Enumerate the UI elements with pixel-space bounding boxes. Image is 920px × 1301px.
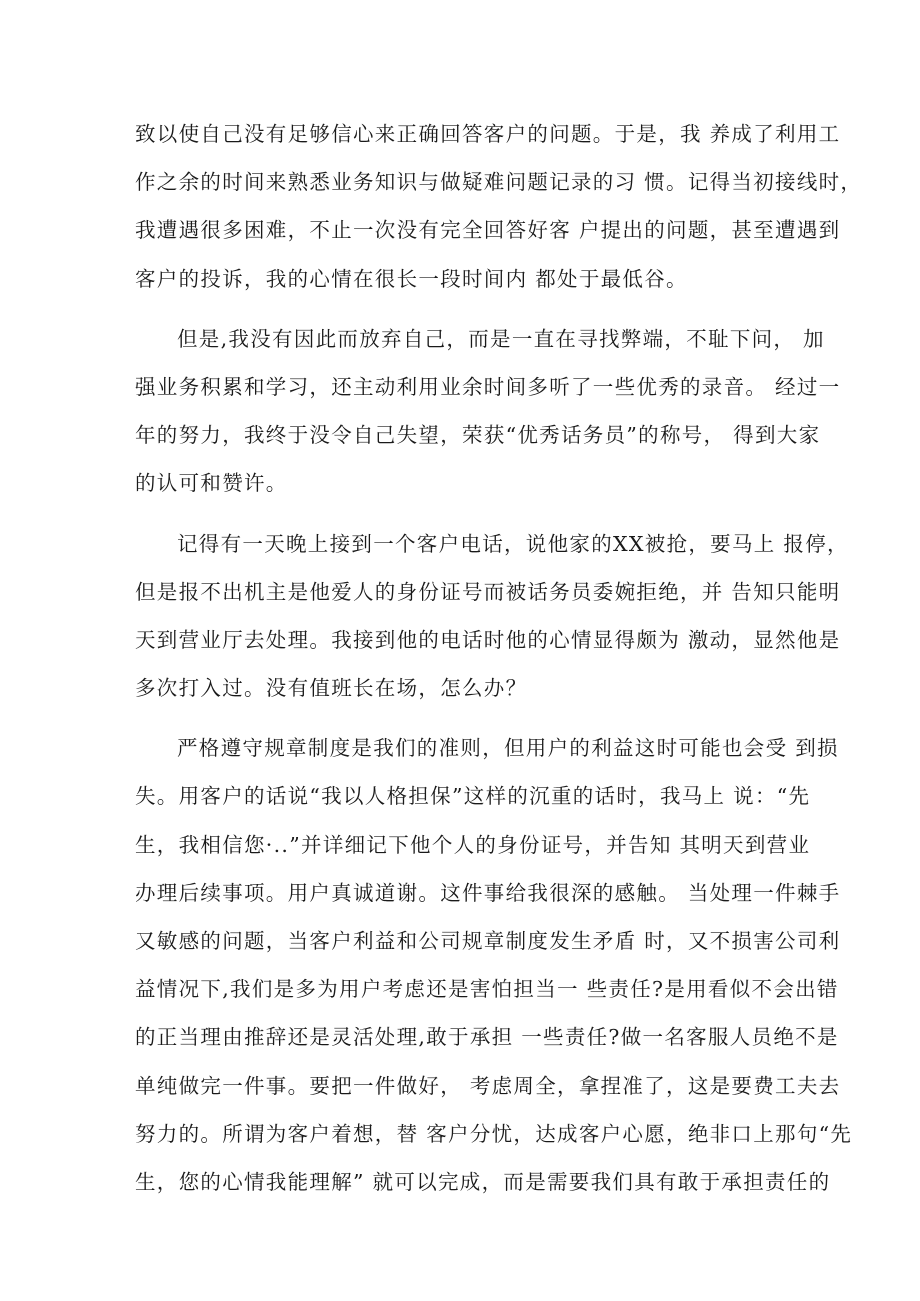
document-body — [135, 110, 863, 1206]
text-line: 的认可和赞许。 — [135, 471, 288, 496]
text-line: 办理后续事项。用户真诚道谢。这件事给我很深的感触。 当处理一件棘手 — [135, 880, 841, 905]
paragraph-2 — [135, 315, 841, 508]
text-line: 作之余的时间来熟悉业务知识与做疑难问题记录的习 惯。记得当初接线时， — [135, 170, 863, 195]
text-line: 益情况下,我们是多为用户考虑还是害怕担当一 些责任?是用看似不会出错 — [135, 977, 839, 1002]
text-line: 年的努力，我终于没令自己失望，荣获“优秀话务员”的称号， 得到大家 — [135, 423, 821, 448]
text-line: 但是报不出机主是他爱人的身份证号而被话务员委婉拒绝，并 告知只能明 — [135, 579, 841, 604]
paragraph-4 — [135, 724, 853, 1206]
paragraph-1 — [135, 110, 863, 303]
text-line: 致以使自己没有足够信心来正确回答客户的问题。于是，我 养成了利用工 — [135, 122, 841, 146]
text-line: 天到营业厅去处理。我接到他的电话时他的心情显得颇为 激动，显然他是 — [135, 627, 841, 652]
text-line: 我遭遇很多困难，不止一次没有完全回答好客 户提出的问题，甚至遭遇到 — [135, 218, 841, 243]
text-line: 生，您的心情我能理解” 就可以完成，而是需要我们具有敢于承担责任的 — [135, 1169, 831, 1194]
text-line: 失。用客户的话说“我以人格担保”这样的沉重的话时，我马上 说：“先 — [135, 784, 811, 809]
text-line: 多次打入过。没有值班长在场，怎么办？ — [135, 676, 528, 701]
text-line: 生，我相信您·..”并详细记下他个人的身份证号，并告知 其明天到营业 — [135, 832, 811, 857]
text-line: 又敏感的问题，当客户利益和公司规章制度发生矛盾 时，又不损害公司利 — [135, 929, 841, 953]
text-line: 严格遵守规章制度是我们的准则，但用户的利益这时可能也会受 到损 — [177, 736, 839, 761]
text-line: 的正当理由推辞还是灵活处理,敢于承担 一些责任?做一名客服人员绝不是 — [135, 1025, 839, 1050]
text-line: 客户的投诉，我的心情在很长一段时间内 都处于最低谷。 — [135, 266, 688, 291]
text-line: 强业务积累和学习，还主动利用业余时间多听了一些优秀的录音。 经过一 — [135, 374, 841, 399]
text-line: 单纯做完一件事。要把一件做好， 考虑周全，拿捏准了，这是要费工夫去 — [135, 1073, 841, 1098]
paragraph-3 — [135, 520, 849, 713]
text-line: 但是,我没有因此而放弃自己，而是一直在寻找弊端，不耻下问， 加 — [177, 326, 825, 351]
text-line: 记得有一天晚上接到一个客户电话，说他家的XX被抢，要马上 报停， — [177, 531, 849, 556]
text-line: 努力的。所谓为客户着想，替 客户分忧，达成客户心愿，绝非口上那句“先 — [135, 1121, 853, 1146]
